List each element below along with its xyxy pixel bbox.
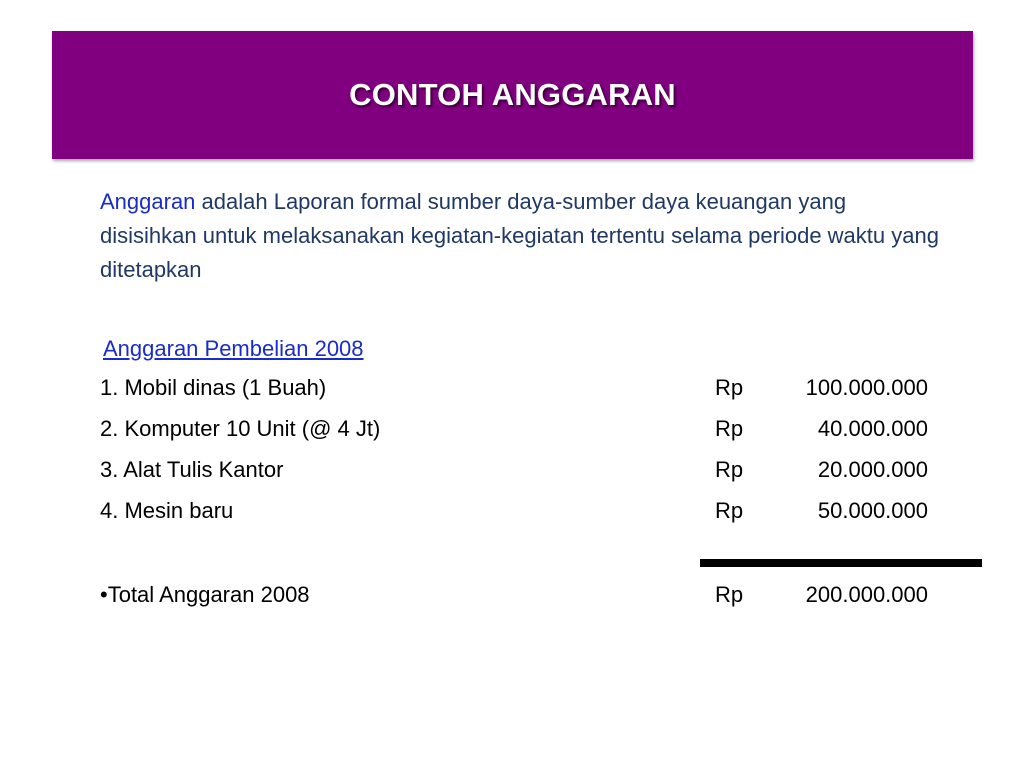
budget-item-currency: Rp: [715, 457, 744, 482]
sum-divider: [700, 559, 982, 567]
budget-total-row: [100, 582, 940, 616]
definition-text: adalah Laporan formal sumber daya-sumber daya keuangan yang disisihkan untuk melaksanakan kegiatan-kegiatan tertentu selama periode waktu yang ditetapkan: [100, 189, 939, 282]
budget-row: [100, 498, 940, 539]
budget-item-amount: 100.000.000: [805, 375, 928, 400]
budget-item-currency: Rp: [715, 416, 744, 441]
budget-item-label: 1. Mobil dinas (1 Buah): [100, 375, 327, 400]
budget-item-label: 3. Alat Tulis Kantor: [100, 457, 284, 482]
title-banner: [52, 31, 973, 159]
budget-item-amount: 40.000.000: [817, 416, 928, 441]
total-currency: Rp: [715, 582, 744, 607]
definition-term: Anggaran: [100, 189, 196, 214]
total-amount: 200.000.000: [805, 582, 928, 607]
budget-item-list: [100, 375, 940, 539]
budget-item-amount: 50.000.000: [817, 498, 928, 523]
budget-item-currency: Rp: [715, 375, 744, 400]
budget-heading-link[interactable]: Anggaran Pembelian 2008: [103, 336, 364, 361]
definition-paragraph: [100, 185, 940, 287]
total-label: •Total Anggaran 2008: [100, 582, 310, 607]
slide-title: CONTOH ANGGARAN: [349, 77, 676, 112]
budget-item-label: 2. Komputer 10 Unit (@ 4 Jt): [100, 416, 381, 441]
budget-item-label: 4. Mesin baru: [100, 498, 234, 523]
budget-row: [100, 416, 940, 457]
budget-row: [100, 375, 940, 416]
budget-item-amount: 20.000.000: [817, 457, 928, 482]
budget-item-currency: Rp: [715, 498, 744, 523]
budget-row: [100, 457, 940, 498]
